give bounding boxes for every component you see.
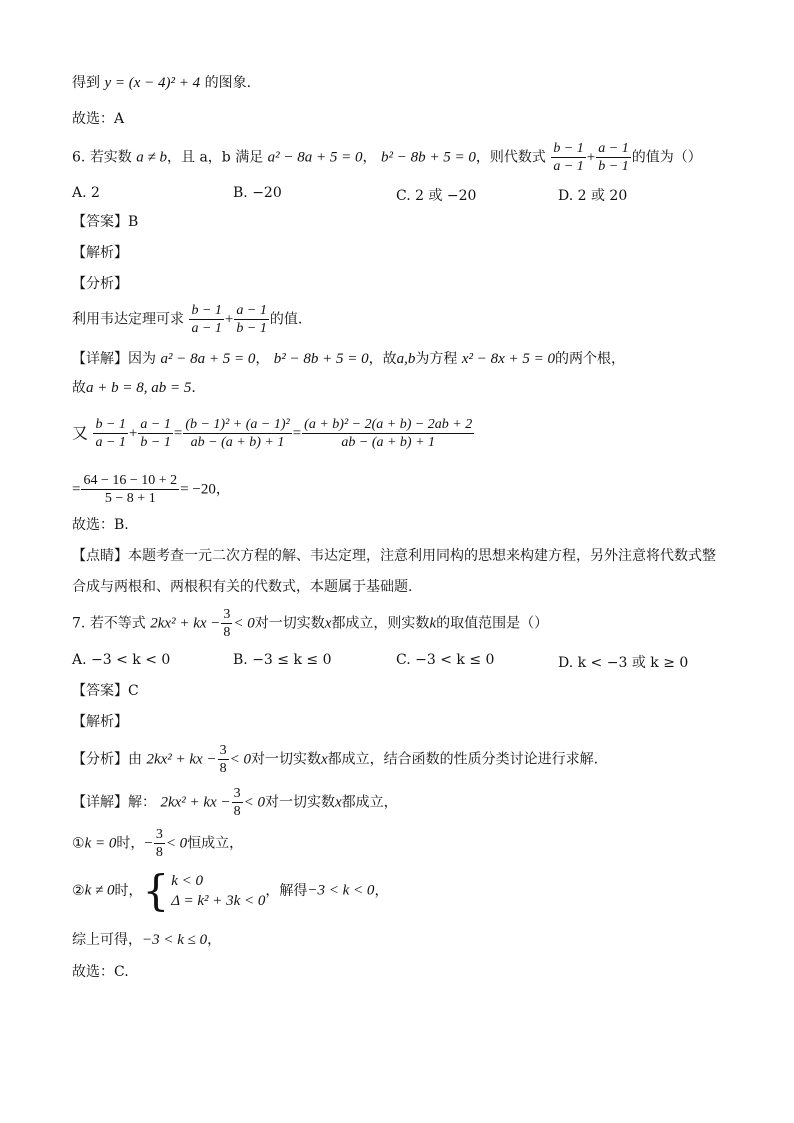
option-c: C. −3 < k ≤ 0 bbox=[396, 652, 495, 668]
text: . bbox=[191, 380, 196, 396]
fraction-denominator: a − 1 bbox=[553, 159, 584, 174]
question-6-stem bbox=[72, 140, 702, 175]
fraction-denominator: 8 bbox=[219, 761, 227, 776]
derivation-line-1 bbox=[72, 416, 475, 451]
summary-line bbox=[72, 933, 221, 948]
question-number: 7. bbox=[72, 615, 90, 632]
question-7-stem bbox=[72, 606, 548, 641]
inequality-system bbox=[171, 871, 265, 911]
line-graph-conclusion bbox=[72, 76, 251, 91]
text: 的值. bbox=[269, 311, 303, 328]
fraction bbox=[81, 472, 179, 507]
fraction-denominator: b − 1 bbox=[140, 435, 171, 450]
minus-sign: − bbox=[144, 835, 153, 852]
text: 都成立，结合函数的性质分类讨论进行求解. bbox=[327, 751, 599, 768]
fraction-numerator: 64 − 16 − 10 + 2 bbox=[83, 473, 178, 488]
choice-line: 故选：C. bbox=[72, 964, 129, 980]
equals: = bbox=[173, 425, 183, 442]
answer-label: 【答案】B bbox=[72, 214, 139, 230]
text: ，解得 bbox=[265, 883, 308, 899]
math-variable: k bbox=[429, 615, 437, 632]
fraction-numerator: 3 bbox=[219, 743, 227, 758]
case-1-line bbox=[72, 826, 243, 861]
detail-label: 【详解】 bbox=[72, 351, 128, 367]
option-d: D. k < −3 或 k ≥ 0 bbox=[558, 655, 689, 671]
text: 因为 bbox=[128, 351, 156, 367]
text: ② bbox=[72, 883, 85, 899]
fraction-numerator: a − 1 bbox=[598, 141, 629, 156]
text: 的图象. bbox=[204, 75, 252, 91]
text: 对一切实数 bbox=[254, 615, 325, 632]
analysis-label: 【解析】 bbox=[72, 245, 128, 261]
text: 若实数 bbox=[89, 149, 132, 166]
math-expression: a² − 8a + 5 = 0 bbox=[267, 149, 363, 166]
fraction-numerator: a − 1 bbox=[140, 417, 171, 432]
fraction-denominator: 5 − 8 + 1 bbox=[104, 491, 156, 506]
fraction-numerator: 3 bbox=[223, 607, 231, 622]
text: 对一切实数 bbox=[250, 751, 321, 768]
fenxi-label: 【分析】 bbox=[72, 276, 128, 292]
fraction-numerator: (b − 1)² + (a − 1)² bbox=[185, 417, 290, 432]
text: ，且 a，b 满足 bbox=[167, 149, 264, 166]
fraction-denominator: 8 bbox=[155, 845, 163, 860]
text: ， bbox=[374, 883, 389, 899]
math-variable: x bbox=[324, 615, 332, 632]
derivation-line-2 bbox=[72, 472, 230, 507]
fraction-denominator: ab − (a + b) + 1 bbox=[190, 435, 285, 450]
comment-line-1: 【点睛】本题考查一元二次方程的解、韦达定理，注意利用同构的思想来构建方程，另外注意将代数式整 bbox=[72, 548, 716, 564]
math-expression: < 0 bbox=[233, 615, 255, 632]
text: ， bbox=[255, 351, 270, 367]
fenxi-line bbox=[72, 742, 598, 777]
fraction bbox=[154, 826, 165, 861]
option-c: C. 2 或 −20 bbox=[396, 188, 477, 204]
fraction-numerator: b − 1 bbox=[553, 141, 584, 156]
comment-line-2: 合成与两根和、两根积有关的代数式，本题属于基础题. bbox=[72, 579, 413, 595]
fraction-denominator: ab − (a + b) + 1 bbox=[341, 435, 436, 450]
text: 对一切实数 bbox=[264, 794, 335, 811]
fraction bbox=[221, 606, 232, 641]
system-row: Δ = k² + 3k < 0 bbox=[171, 893, 266, 909]
text: 由 bbox=[128, 751, 142, 768]
equals: = bbox=[72, 481, 81, 498]
math-expression: < 0 bbox=[243, 794, 265, 811]
option-b: B. −20 bbox=[233, 185, 282, 201]
fraction bbox=[189, 302, 223, 337]
fraction-numerator: b − 1 bbox=[95, 417, 126, 432]
math-expression: y = (x − 4)² + 4 bbox=[104, 75, 201, 91]
math-expression: b² − 8b + 5 = 0 bbox=[273, 351, 369, 367]
case-2-line bbox=[72, 866, 389, 915]
fraction-numerator: 3 bbox=[155, 827, 163, 842]
text: 都成立， bbox=[341, 794, 398, 811]
text: 为方程 bbox=[415, 351, 458, 367]
text: 故 bbox=[72, 380, 86, 396]
fraction-numerator: b − 1 bbox=[191, 303, 222, 318]
fraction-denominator: 8 bbox=[233, 804, 241, 819]
math-expression: a + b = 8, ab = 5 bbox=[86, 380, 192, 396]
math-expression: a² − 8a + 5 = 0 bbox=[160, 351, 256, 367]
detail-label: 【详解】 bbox=[72, 794, 128, 811]
text: 解： bbox=[128, 794, 156, 811]
fraction-denominator: b − 1 bbox=[598, 159, 629, 174]
fraction-denominator: b − 1 bbox=[236, 321, 267, 336]
analysis-label: 【解析】 bbox=[72, 714, 128, 730]
text: 恒成立， bbox=[187, 835, 244, 852]
fraction bbox=[93, 416, 127, 451]
fraction-denominator: a − 1 bbox=[95, 435, 126, 450]
operator: + bbox=[224, 311, 234, 328]
fraction bbox=[302, 416, 474, 451]
sum-product-line bbox=[72, 381, 196, 396]
xiangjie-line bbox=[72, 352, 625, 367]
text: ， bbox=[215, 481, 230, 498]
question-number: 6. bbox=[72, 149, 90, 166]
fraction bbox=[232, 785, 243, 820]
math-expression: < 0 bbox=[165, 835, 188, 852]
math-expression: 2kx² + kx − bbox=[150, 615, 221, 632]
text: 的取值范围是（） bbox=[436, 615, 549, 632]
option-a: A. 2 bbox=[72, 185, 100, 201]
fraction bbox=[218, 742, 229, 777]
operator: + bbox=[586, 149, 596, 166]
math-expression: b² − 8b + 5 = 0 bbox=[381, 149, 476, 166]
text: ① bbox=[72, 835, 85, 852]
math-variable: x bbox=[334, 794, 342, 811]
math-expression: < 0 bbox=[229, 751, 251, 768]
fraction-numerator: 3 bbox=[233, 786, 241, 801]
math-expression: −3 < k < 0 bbox=[307, 882, 375, 899]
text: 都成立，则实数 bbox=[331, 615, 430, 632]
math-expression: = −20 bbox=[180, 481, 216, 498]
math-expression: 2kx² + kx − bbox=[160, 794, 231, 811]
text: 的两个根， bbox=[555, 351, 626, 367]
system-row: k < 0 bbox=[171, 873, 203, 889]
math-expression: −3 < k ≤ 0 bbox=[142, 932, 208, 948]
fraction-denominator: 8 bbox=[223, 625, 231, 640]
text: 综上可得， bbox=[72, 932, 142, 948]
math-expression: k = 0 bbox=[84, 835, 117, 852]
choice-line: 故选：A bbox=[72, 111, 125, 127]
text: 得到 bbox=[72, 75, 100, 91]
text: ，则代数式 bbox=[475, 149, 546, 166]
fraction bbox=[138, 416, 172, 451]
text: 时， bbox=[116, 835, 145, 852]
math-expression: 2kx² + kx − bbox=[146, 751, 217, 768]
fraction bbox=[183, 416, 291, 451]
fraction-denominator: a − 1 bbox=[191, 321, 222, 336]
option-b: B. −3 ≤ k ≤ 0 bbox=[233, 652, 332, 668]
fenxi-label: 【分析】 bbox=[72, 751, 128, 768]
fraction-numerator: a − 1 bbox=[236, 303, 267, 318]
option-a: A. −3 < k < 0 bbox=[72, 652, 171, 668]
text: 若不等式 bbox=[89, 615, 146, 632]
fraction bbox=[551, 140, 585, 175]
operator: + bbox=[128, 425, 138, 442]
text: 又 bbox=[72, 423, 89, 443]
math-expression: a ≠ b bbox=[136, 149, 167, 166]
left-brace: { bbox=[142, 866, 170, 915]
text: 的值为（） bbox=[631, 149, 702, 166]
math-variable: x bbox=[320, 751, 328, 768]
text: 利用韦达定理可求 bbox=[72, 311, 184, 328]
fenxi-line bbox=[72, 302, 302, 337]
fraction-numerator: (a + b)² − 2(a + b) − 2ab + 2 bbox=[304, 417, 473, 432]
text: ， bbox=[207, 932, 222, 948]
math-expression: x² − 8x + 5 = 0 bbox=[461, 351, 556, 367]
fraction bbox=[234, 302, 268, 337]
option-d: D. 2 或 20 bbox=[558, 188, 628, 204]
text: ， bbox=[362, 149, 377, 166]
choice-line: 故选：B. bbox=[72, 517, 129, 533]
equals: = bbox=[292, 425, 302, 442]
text: ，故 bbox=[368, 351, 397, 367]
answer-label: 【答案】C bbox=[72, 683, 139, 699]
math-expression: k ≠ 0 bbox=[84, 882, 115, 899]
fraction bbox=[596, 140, 630, 175]
text: 时， bbox=[114, 883, 143, 899]
xiangjie-line bbox=[72, 785, 398, 820]
math-expression: a,b bbox=[396, 351, 416, 367]
